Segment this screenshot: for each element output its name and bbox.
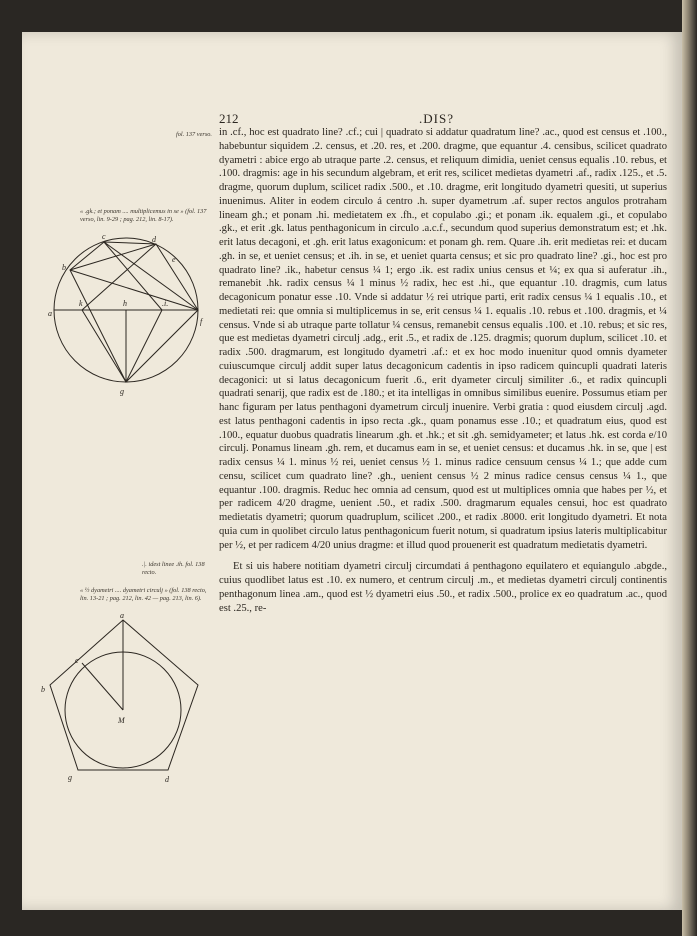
label-d: d [152,235,156,244]
margin-note-linee: .|. idest linee .ih. fol. 138 recto. [142,561,205,576]
label-c: c [102,232,106,241]
label-b: b [62,263,66,272]
label-k: k [79,299,83,308]
paragraph-1: in .cf., hoc est quadrato line? .cf.; cui | quadrato si addatur quadratum line? .ac., quod est census et .100., habebuntur siquidem .2. census, et .20. res, et .200. dragme, que equantur .4. censibus, scilicet quadrato dyametri : abice ergo ab utraque parte .2. census, et reliquum dimidia, ueniet census equalis .10. rebus, et .100. dragmis: age in his secundum algebram, et erit res, scilicet medietas dyametri .af., radix .125., et .5. dragme, quorum duplum, scilicet radix .500., et .10. dragme, erit longitudo dyametri quesiti, ut superius inuenimus. Aliter in eodem circulo á centro .h. super dyametrum .af. super rectos angulos protraham lineam gh.; et ponam .hi. medietatem ex .fh., et copulabo .gi.; et ponam .ik. equalem .gi., et copulabo .gk., et erit .gk. latus penthagonicum in circulo .a.c.f., secundum quod superius demonstratum est; et .hk. erit latus decagoni, et .gh. erit latus exagonicum: et ponam gh. rem. Quare .ih. erit medietas rei: et ducam .gh. in se, et ueniet census; et .ih. in se, et ueniet quarta census; et sic pro quadrato line? .gi., hoc est pro quadrato line? .ik., habetur census ¼ 1; ergo .ik. est radix unius census et ¼; ex qua si auferatur .ih., remanebit .hk. radix census ¼ 1 minus ½ radix, hec est .hi., que equantur .10. dragmis, cum latus decagonicum ponatur esse .10. Vnde si addatur ½ rei utrique parti, erit radix census ¼ 1 equalis .10., et medietati rei: que omnia si multiplicemus in se, erit census ¼ 1. equalis .10. rebus et .100. dragmis, et ¼ census. Vnde si ab utraque parte tollatur ¼ census, remanebit census equalis .100. et .10. rebus; et sic res, que est medietas dyametri circulj .adg., erit .5., et radix de .125. dragmis; quorum duplum, scilicet .10. et radix .500. dragmarum, est longitudo dyametri .af.: et ex hoc modo inuenitur quod omnis dyameter cuiuscumque circulj addit super latus decagonicum cadentis in ipso radicem quincupli quadrati lateris decagonici: ut si latus decagonicum fuerit .6., erit dyameter circulj similiter .6., et radix quincupli quadrati senarij, que radix est de .180.; et ita intelligas in omnibus similibus euenire. Possumus etiam per hanc figuram per latus penthagoni dyametrum circulj inuenire. Verbi gratia : quod eiusdem circulj .agd. est latus penthagoni cadentis in ipso recta .gk., quam ponamus esse .10.; et quadratum eius, quod est .100., equatur duobus quadratis linearum .gh. et .hk.; et sit .gh. semidyameter; et latus .hk. est corda e/10 circulj. Ponamus lineam .gh. rem, et ducamus eam in se, et ueniet census: et ducamus .hk. in se, que | est radix census ¼ 1. minus ½ rei, ueniet census ½ 1. minus radice censuum census ¼ 1.; que adde cum censu, scilicet cum quadrato line? .gh., uenient census ½ 2 minus radice census census ¼ 1., que equantur .100. dragmis. Reduc hec omnia ad censum, quod est ut multiplices omnia que habes per ½, et per radicem 4/20 dragme, uenient .50., et radix .500. dragmarum equales censui, hoc est quadrato medietatis dyametri; quorum quadruplum, scilicet .200., et radix .8000. erit longitudo dyametri. Et nota quia cum in quolibet circulo latus penthagonicum fuerit notum, si quadratum ipsius lateris multiplicabitur per ½, et per radicem 4/20 unius dragme: et illud quod prouenerit est quadratum medietatis dyametri. [219,127,667,551]
label-f: f [200,317,203,326]
fig2-label-c: c [75,656,79,665]
label-a: a [48,309,52,318]
margin-note-folio: fol. 137 verso. [175,131,212,138]
fig2-label-m: M [118,716,125,725]
label-h: h [123,299,127,308]
margin-note-reference-1: « .gk.; et ponam .... multiplicemus in se » (fol. 137 verso, lin. 9-29 ; pag. 212, lin. 8-17). [80,208,207,223]
label-g: g [120,387,124,396]
main-text [219,126,667,615]
circle-pentagon-figure [48,232,212,397]
paragraph-2: Et si uis habere notitiam dyametri circulj circumdati á penthagono equilatero et equiangulo .abgde., cuius quodlibet latus est .10. ex numero, et centrum circulj .m., et medietas dyametri circulj continentis penthagonum linea .am., quod est ½ dyametri eius .50., et radix .500., prolice ex eo quadratum .ac., quod est .25., re- [219,561,667,614]
margin-note-reference-2: « ½ dyametri .... dyametri circulj » (fol. 138 recto, lin. 13-21 ; pag. 212, lin. 42 — pag. 213, lin. 6). [80,587,207,602]
label-i: .i. [162,299,169,308]
fig2-label-g: g [68,773,72,782]
fig2-label-b: b [41,685,45,694]
running-title: .DIS? [419,111,454,126]
page-spine [682,0,697,936]
page-number: 212 [219,111,239,126]
pentagon-circle-figure [38,610,218,790]
fig2-label-a: a [120,611,124,620]
fig2-label-d: d [165,775,169,784]
label-e: e [172,255,176,264]
circumscribed-pentagon [50,620,198,770]
